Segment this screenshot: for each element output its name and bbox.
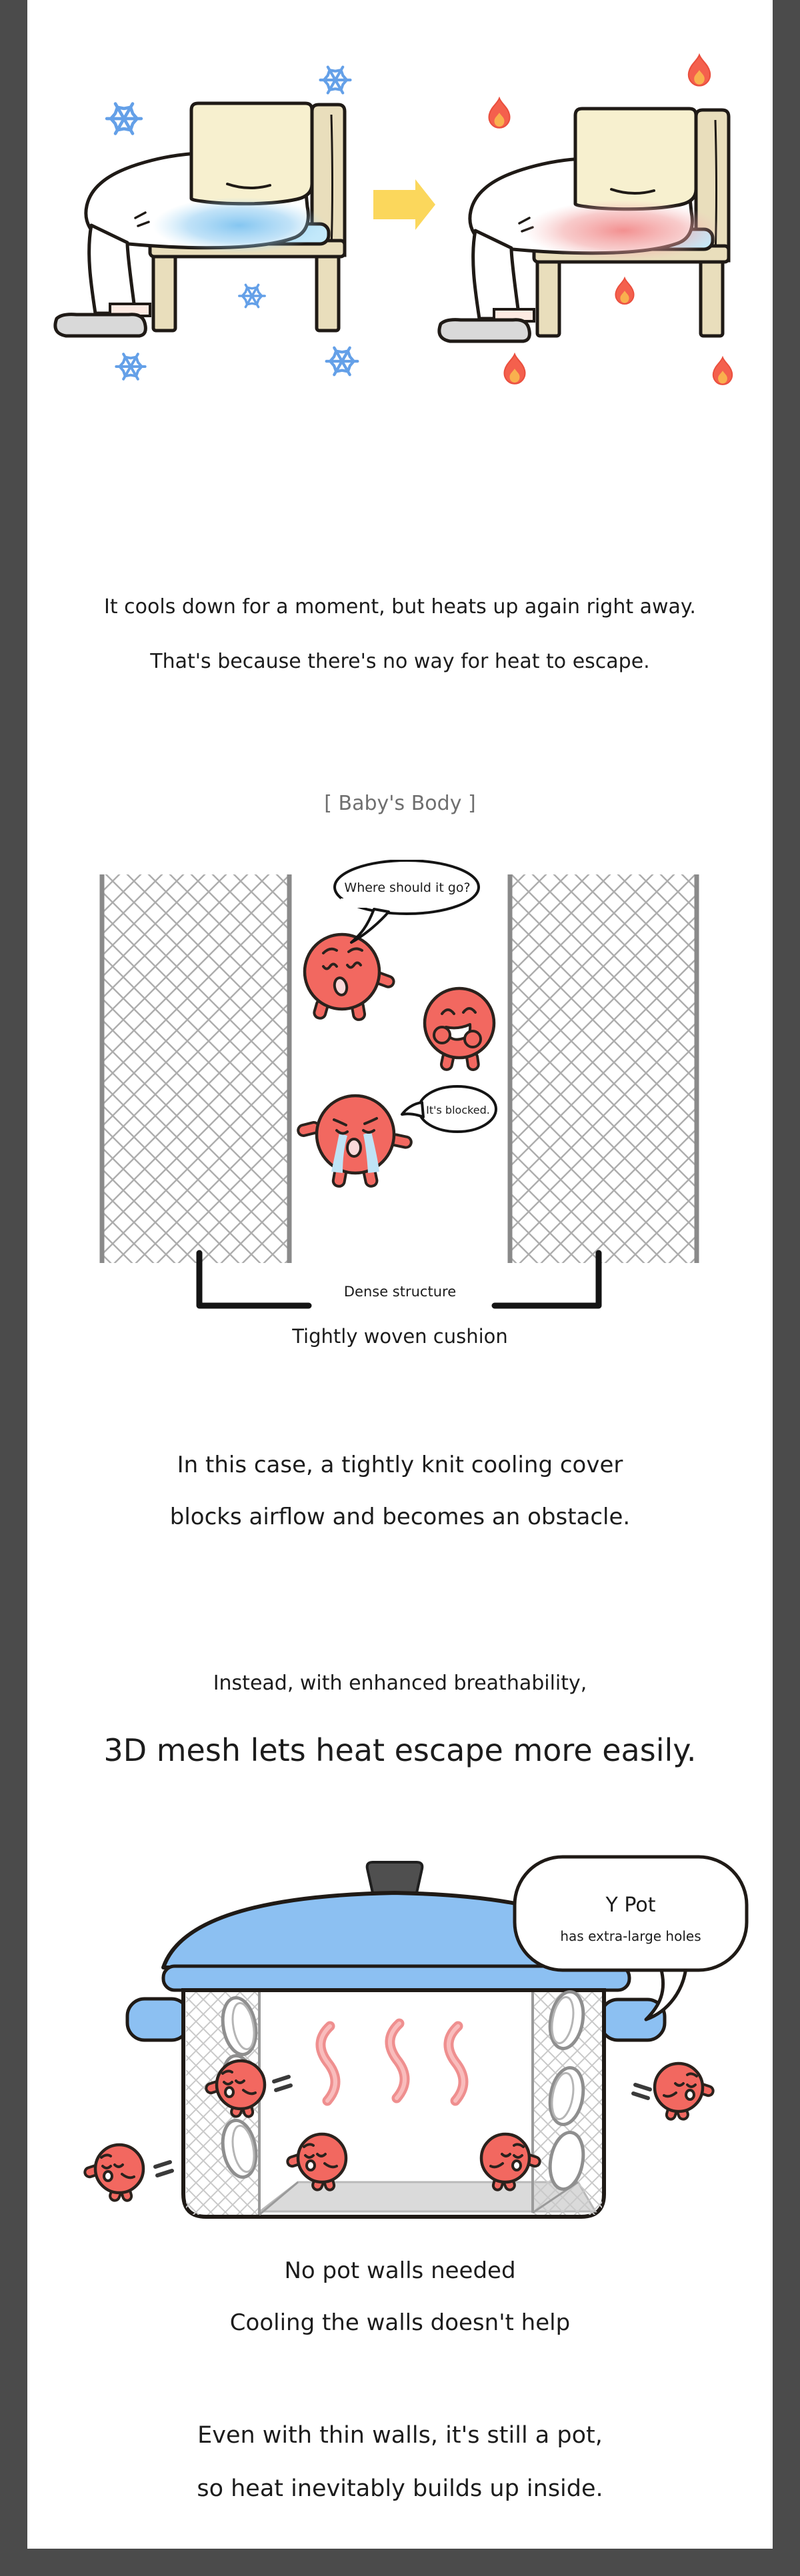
heat-character-laughing bbox=[425, 988, 494, 1070]
babys-body-label: [ Baby's Body ] bbox=[324, 792, 476, 815]
bubble-blocked-text: It's blocked. bbox=[426, 1104, 490, 1116]
woven-wall-right bbox=[508, 874, 699, 1263]
speed-lines bbox=[155, 2162, 172, 2175]
cool-glow bbox=[153, 197, 326, 253]
conclusion2-line1: Even with thin walls, it's still a pot, bbox=[197, 2422, 603, 2449]
woven-cushion-caption: Tightly woven cushion bbox=[292, 1325, 508, 1348]
flame-icon bbox=[505, 355, 525, 384]
speech-bubble-where bbox=[335, 860, 479, 942]
heat-character-crying bbox=[297, 1096, 413, 1187]
illustration-chair-comparison bbox=[27, 53, 773, 413]
heat-character-outside-right bbox=[655, 2063, 714, 2121]
scene-before-cold bbox=[55, 65, 357, 381]
pot-handle-left bbox=[127, 1999, 189, 2040]
conclusion2-line2: so heat inevitably builds up inside. bbox=[197, 2475, 603, 2502]
bubble-ypot-title: Y Pot bbox=[605, 1894, 656, 1917]
mesh-intro-text: Instead, with enhanced breathability, bbox=[213, 1672, 587, 1695]
woven-wall-left bbox=[100, 874, 291, 1263]
pot-caption-line2: Cooling the walls doesn't help bbox=[229, 2309, 571, 2336]
illustration-mesh-pot bbox=[27, 1853, 773, 2226]
heat-character-wailing bbox=[305, 934, 395, 1020]
speech-bubble-blocked bbox=[402, 1086, 496, 1132]
arrow-right-icon bbox=[373, 179, 435, 230]
speed-lines bbox=[633, 2085, 650, 2098]
snowflake-icon bbox=[321, 65, 351, 95]
snowflake-icon bbox=[327, 346, 358, 377]
bracket-label: Dense structure bbox=[343, 1284, 457, 1300]
bubble-where-text: Where should it go? bbox=[344, 880, 471, 895]
heat-character-outside-left bbox=[84, 2145, 143, 2202]
warm-glow bbox=[523, 200, 723, 261]
flame-icon bbox=[713, 357, 732, 385]
mesh-wall-right bbox=[533, 1989, 602, 2215]
flame-icon bbox=[489, 99, 510, 128]
mesh-headline-text: 3D mesh lets heat escape more easily. bbox=[103, 1732, 697, 1768]
flame-icon bbox=[615, 278, 633, 304]
cooldown-text-line1: It cools down for a moment, but heats up again right away. bbox=[104, 595, 696, 619]
content-column bbox=[27, 0, 773, 2549]
pot-handle-right bbox=[601, 1999, 665, 2040]
illustration-woven-walls bbox=[27, 860, 773, 1353]
flame-icon bbox=[689, 55, 710, 86]
bubble-ypot-subtitle: has extra-large holes bbox=[560, 1928, 701, 1944]
cooldown-text-line2: That's because there's no way for heat to escape. bbox=[150, 650, 650, 673]
scene-after-hot bbox=[439, 55, 732, 385]
snowflake-icon bbox=[107, 101, 141, 136]
conclusion1-line2: blocks airflow and becomes an obstacle. bbox=[169, 1504, 631, 1530]
conclusion1-line1: In this case, a tightly knit cooling cover bbox=[177, 1452, 623, 1478]
pot-caption-line1: No pot walls needed bbox=[284, 2257, 516, 2284]
snowflake-icon bbox=[116, 352, 145, 381]
snowflake-icon bbox=[239, 283, 265, 309]
